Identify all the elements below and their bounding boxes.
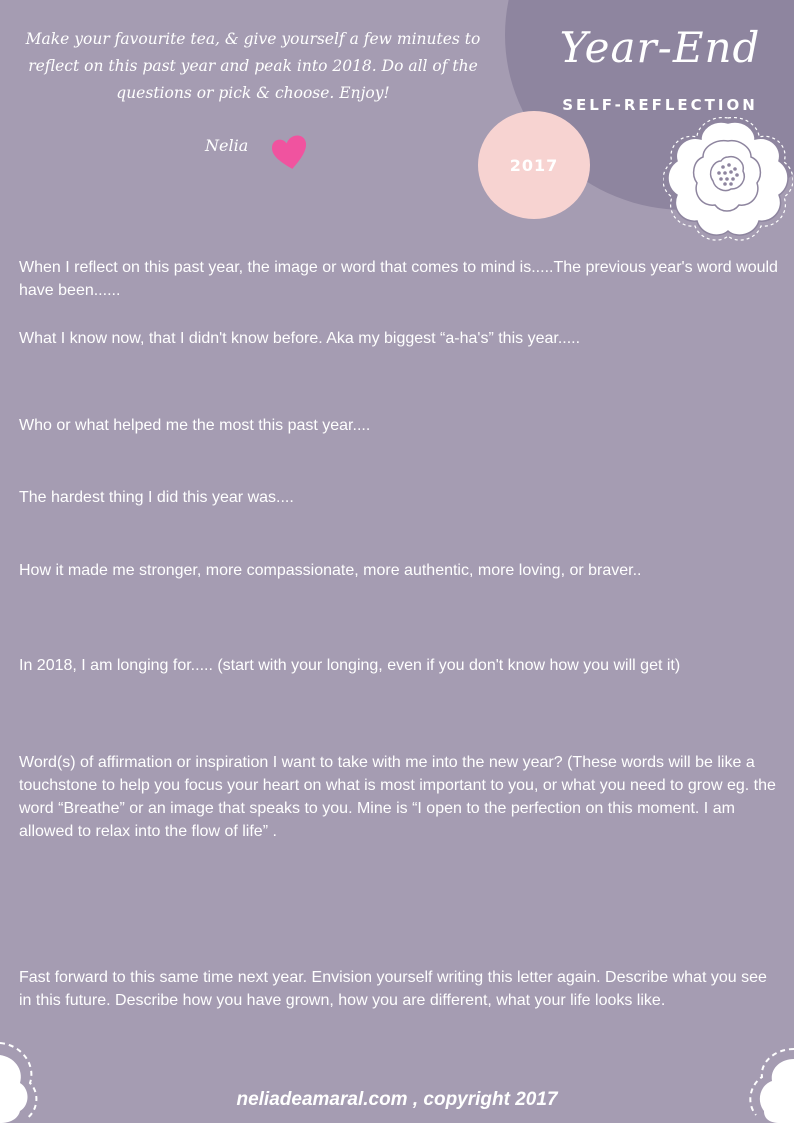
question-item: When I reflect on this past year, the image or word that comes to mind is.....The previous year's word would have been...... [19, 259, 778, 299]
question-item: In 2018, I am longing for..... (start with your longing, even if you don't know how you will get it) [19, 657, 681, 674]
flower-icon [663, 117, 793, 241]
signature-row [205, 132, 325, 172]
question-item: Fast forward to this same time next year. Envision yourself writing this letter again. Describe what you see in this future. Describe how you have grown, how you are different, what your life looks like. [19, 969, 767, 1009]
intro-line: Make your favourite tea, & give yourself a few minutes to [25, 30, 481, 48]
question-item: Word(s) of affirmation or inspiration I want to take with me into the new year? (These words will be like a touchstone to help you focus your heart on what is most important to you, or what you need to grow eg. the word “Breathe” or an image that speaks to you. Mine is “I open to the perfection on this moment. I am allowed to relax into the flow of life” . [19, 754, 776, 840]
year-badge: 2017 [478, 111, 590, 219]
flower-corner-right-icon [730, 1045, 794, 1123]
question-item: How it made me stronger, more compassionate, more authentic, more loving, or braver.. [19, 562, 642, 579]
question-item: Who or what helped me the most this past year.... [19, 417, 371, 434]
intro-text [18, 26, 488, 107]
footer-copyright: neliadeamaral.com , copyright 2017 [236, 1089, 558, 1110]
heart-icon [269, 132, 311, 172]
intro-line: questions or pick & choose. Enjoy! [116, 84, 390, 102]
question-item: The hardest thing I did this year was.... [19, 489, 294, 506]
question-item: What I know now, that I didn't know before. Aka my biggest “a-ha's” this year..... [19, 330, 581, 347]
signature: Nelia [205, 136, 249, 155]
page-subtitle: SELF-REFLECTION [562, 96, 758, 114]
intro-line: reflect on this past year and peak into 2018. Do all of the [28, 57, 478, 75]
page-title: Year-End [559, 23, 761, 72]
